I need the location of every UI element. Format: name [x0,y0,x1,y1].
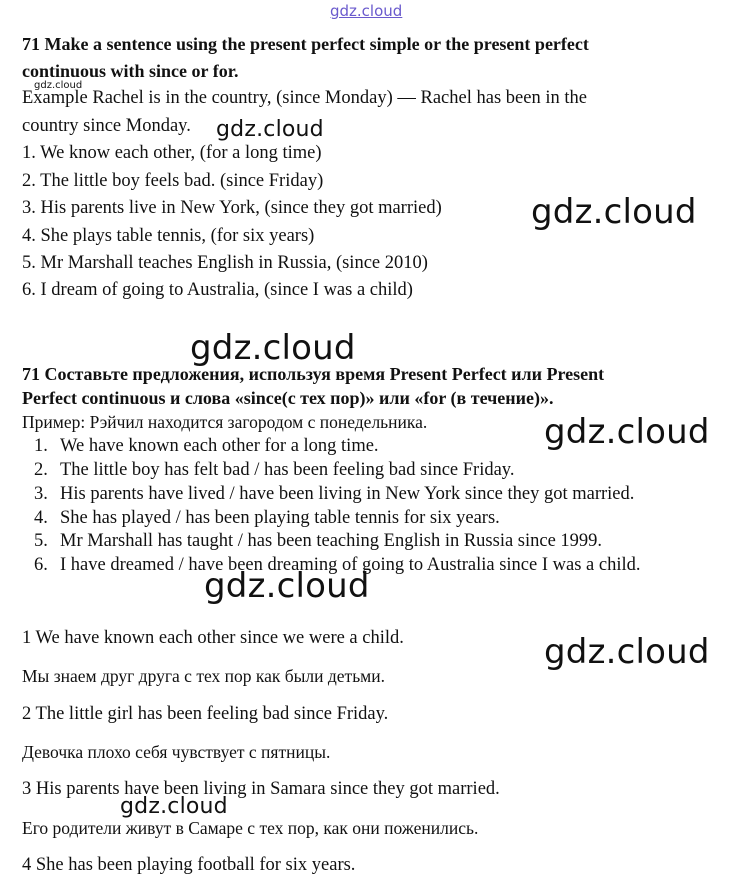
watermark: gdz.cloud [216,117,324,142]
watermark: gdz.cloud [190,328,356,368]
watermark: gdz.cloud [204,566,370,606]
answer-item [34,460,514,481]
task-item: 2. The little boy feels bad. (since Friday) [22,171,324,191]
watermark: gdz.cloud [120,794,228,819]
answer-text: His parents have lived / have been living in New York since they got married. [60,484,635,504]
example-line2: country since Monday. [22,116,191,136]
answer-item [34,436,379,457]
watermark: gdz.cloud [531,192,697,232]
ru-heading-line1: 71 Составьте предложения, используя время Present Perfect или Present [22,364,605,384]
answer-item [34,531,602,552]
answer-item [34,484,634,505]
answer-number: 4. [34,508,48,528]
watermark: gdz.cloud [544,632,710,672]
answer-number: 2. [34,460,48,480]
task-item: 3. His parents live in New York, (since they got married) [22,198,442,218]
answer-text: Mr Marshall has taught / has been teaching English in Russia since 1999. [60,531,603,551]
task-item: 6. I dream of going to Australia, (since I was a child) [22,280,413,300]
extra-line: Мы знаем друг друга с тех пор как были детьми. [22,666,385,686]
answer-text: I have dreamed / have been dreaming of going to Australia since I was a child. [60,555,641,575]
example-line1: Example Rachel is in the country, (since Monday) — Rachel has been in the [22,88,587,108]
extra-line: Девочка плохо себя чувствует с пятницы. [22,742,331,762]
answer-item [34,508,500,529]
task-item: 1. We know each other, (for a long time) [22,143,322,163]
watermark-top[interactable]: gdz.cloud [330,2,403,20]
answer-number: 3. [34,484,48,504]
watermark-small: gdz.cloud [34,80,83,91]
answer-number: 5. [34,531,48,551]
answer-text: The little boy has felt bad / has been feeling bad since Friday. [60,460,515,480]
task-item: 5. Mr Marshall teaches English in Russia, (since 2010) [22,253,428,273]
extra-line: 2 The little girl has been feeling bad since Friday. [22,704,389,724]
answer-text: We have known each other for a long time. [60,436,379,456]
task-heading-line2: continuous with since or for. [22,61,239,81]
extra-line: Его родители живут в Самаре с тех пор, как они поженились. [22,818,479,838]
extra-line: 3 His parents have been living in Samara since they got married. [22,779,500,799]
ru-heading-line2: Perfect continuous и слова «since(с тех пор)» или «for (в течение)». [22,388,554,408]
extra-line: 1 We have known each other since we were a child. [22,628,404,648]
watermark: gdz.cloud [544,412,710,452]
extra-line: 4 She has been playing football for six years. [22,855,356,875]
answer-text: She has played / has been playing table tennis for six years. [60,508,500,528]
task-item: 4. She plays table tennis, (for six years) [22,226,315,246]
ru-example: Пример: Рэйчил находится загородом с понедельника. [22,412,428,432]
task-heading-line1: 71 Make a sentence using the present perfect simple or the present perfect [22,34,589,54]
answer-number: 1. [34,436,48,456]
answer-number: 6. [34,555,48,575]
